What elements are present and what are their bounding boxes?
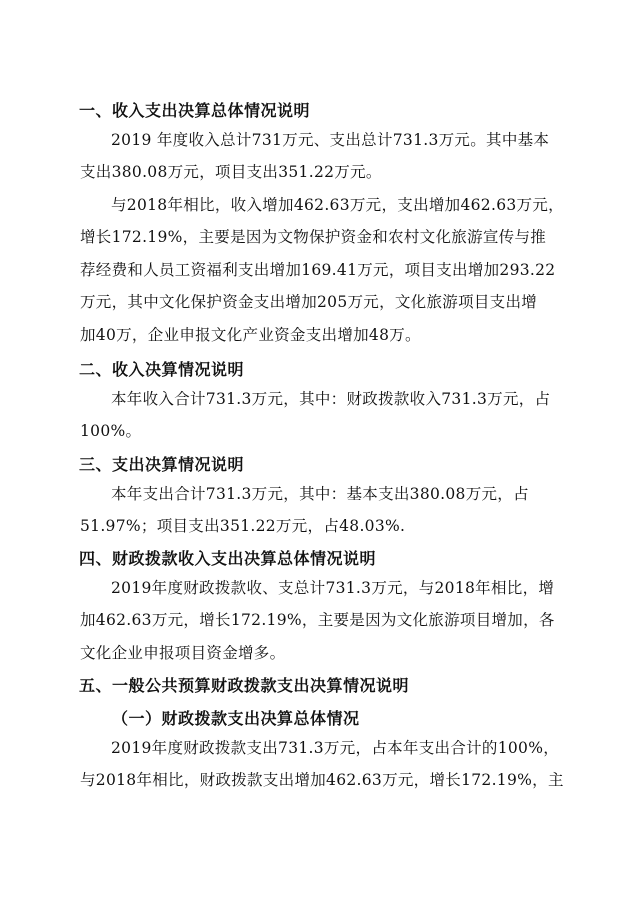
section-heading-1: 一、收入支出决算总体情况说明	[79, 101, 311, 120]
text-line: 100%。	[80, 422, 142, 441]
section-heading-5: 五、一般公共预算财政拨款支出决算情况说明	[79, 676, 410, 695]
text-line: 文化企业申报项目资金增多。	[80, 643, 286, 662]
section-4-paragraph-1	[80, 572, 560, 669]
section-1-paragraph-1	[80, 124, 560, 189]
section-heading-3: 三、支出决算情况说明	[79, 455, 245, 474]
section-5-paragraph-1	[80, 732, 564, 797]
text-line: 51.97%；项目支出351.22万元，占48.03%.	[80, 517, 406, 536]
section-heading-4: 四、财政拨款收入支出决算总体情况说明	[79, 549, 377, 568]
text-line: 与2018年相比，收入增加462.63万元，支出增加462.63万元，	[111, 196, 564, 214]
text-line: 2019年度财政拨款收、支总计731.3万元，与2018年相比，增	[111, 579, 555, 597]
text-line: 本年支出合计731.3万元，其中：基本支出380.08万元，占	[111, 485, 529, 503]
text-line: 本年收入合计731.3万元，其中：财政拨款收入731.3万元，占	[111, 390, 551, 408]
text-line: 加40万，企业申报文化产业资金支出增加48万。	[80, 325, 421, 344]
text-line: 加462.63万元，增长172.19%，主要是因为文化旅游项目增加，各	[80, 611, 555, 630]
text-line: 2019 年度收入总计731万元、支出总计731.3万元。其中基本	[111, 131, 550, 149]
text-line: 万元，其中文化保护资金支出增加205万元，文化旅游项目支出增	[80, 293, 538, 312]
section-2-paragraph-1	[80, 383, 560, 448]
section-5-subheading-1: （一）财政拨款支出决算总体情况	[112, 709, 360, 728]
text-line: 2019年度财政拨款支出731.3万元，占本年支出合计的100%，	[111, 739, 560, 757]
section-1-paragraph-2	[80, 189, 564, 351]
text-line: 增长172.19%，主要是因为文物保护资金和农村文化旅游宣传与推	[80, 228, 547, 247]
section-3-paragraph-1	[80, 478, 560, 543]
text-line: 荐经费和人员工资福利支出增加169.41万元，项目支出增加293.22	[80, 260, 556, 279]
section-heading-2: 二、收入决算情况说明	[79, 360, 245, 379]
text-line: 支出380.08万元，项目支出351.22万元。	[80, 163, 382, 182]
text-line: 与2018年相比，财政拨款支出增加462.63万元，增长172.19%，主	[80, 771, 564, 790]
